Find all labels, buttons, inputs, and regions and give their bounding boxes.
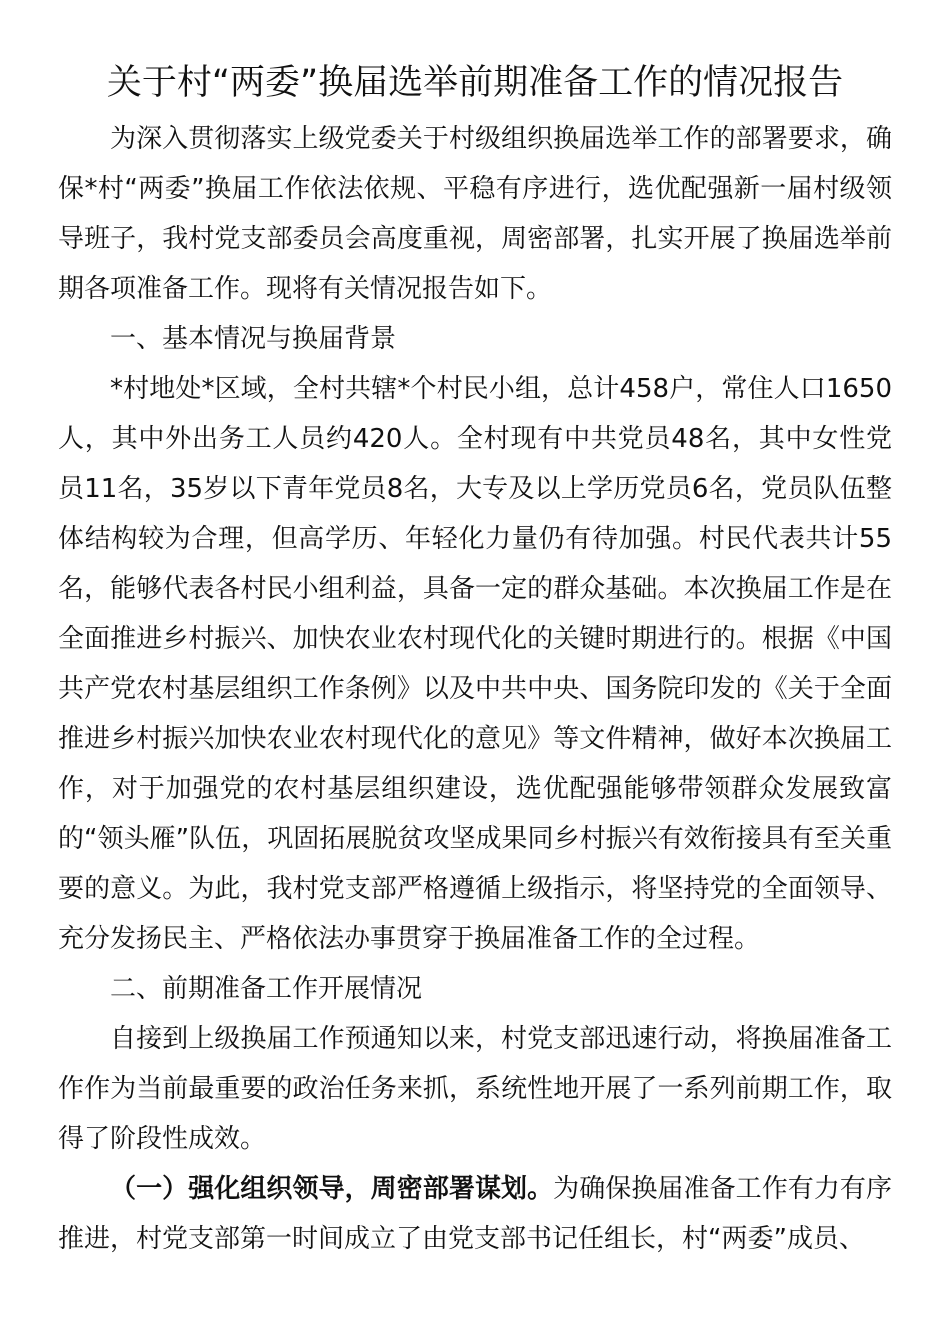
preparation-paragraph: 自接到上级换届工作预通知以来，村党支部迅速行动，将换届准备工作作为当前最重要的政治任务来抓，系统性地开展了一系列前期工作，取得了阶段性成效。 bbox=[58, 1024, 892, 1154]
basic-situation-paragraph: *村地处*区域，全村共辖*个村民小组，总计458户，常住人口1650人，其中外出务工人员约420人。全村现有中共党员48名，其中女性党员11名，35岁以下青年党员8名，大专及以上学历党员6名，党员队伍整体结构较为合理，但高学历、年轻化力量仍有待加强。村民代表共计55名，能够代表各村民小组利益，具备一定的群众基础。本次换届工作是在全面推进乡村振兴、加快农业农村现代化的关键时期进行的。根据《中国共产党农村基层组织工作条例》以及中共中央、国务院印发的《关于全面推进乡村振兴加快农业农村现代化的意见》等文件精神，做好本次换届工作，对于加强党的农村基层组织建设，选优配强能够带领群众发展致富的“领头雁”队伍，巩固拓展脱贫攻坚成果同乡村振兴有效衔接具有至关重要的意义。为此，我村党支部严格遵循上级指示，将坚持党的全面领导、充分发扬民主、严格依法办事贯穿于换届准备工作的全过程。 bbox=[58, 374, 892, 954]
document-title: 关于村“两委”换届选举前期准备工作的情况报告 bbox=[106, 63, 844, 103]
section-heading-basic-situation: 一、基本情况与换届背景 bbox=[110, 324, 397, 354]
subsection-organization-paragraph bbox=[58, 1164, 892, 1264]
section-heading-preparation: 二、前期准备工作开展情况 bbox=[110, 974, 423, 1004]
subsection-organization-lead: （一）强化组织领导，周密部署谋划。 bbox=[110, 1174, 554, 1204]
subsection-organization-body: 为确保换届准备工作有力有序推进，村党支部第一时间成立了由党支部书记任组长，村“两委”成员、 bbox=[58, 1174, 892, 1254]
intro-paragraph: 为深入贯彻落实上级党委关于村级组织换届选举工作的部署要求，确保*村“两委”换届工作依法依规、平稳有序进行，选优配强新一届村级领导班子，我村党支部委员会高度重视，周密部署，扎实开展了换届选举前期各项准备工作。现将有关情况报告如下。 bbox=[58, 124, 892, 304]
